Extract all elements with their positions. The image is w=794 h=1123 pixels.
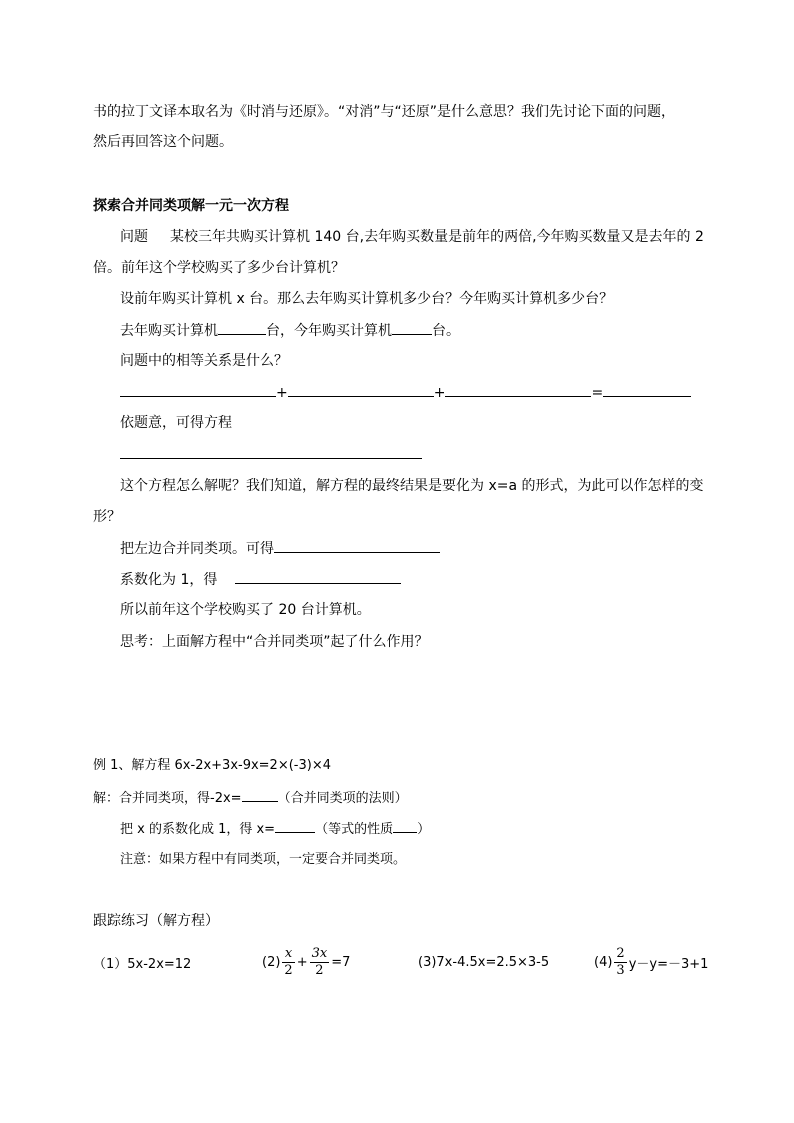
relation-blank-4[interactable] — [603, 382, 691, 397]
think-note — [120, 632, 429, 652]
example-step-c: ） — [417, 822, 431, 837]
exercise-2 — [262, 942, 350, 982]
problem-line-2: 倍。前年这个学校购买了多少台计算机？ — [93, 260, 345, 276]
question-4: 依题意，可得方程 — [120, 415, 232, 431]
section-title: 探索合并同类项解一元一次方程 — [93, 198, 289, 214]
question-3: 问题中的相等关系是什么？ — [120, 353, 288, 369]
coefficient-result-blank[interactable] — [235, 569, 401, 584]
solution-blank[interactable] — [242, 787, 278, 802]
step-combine-label: 把左边合并同类项。可得 — [120, 541, 274, 557]
relation-blank-2[interactable] — [288, 382, 434, 397]
question-2-part-c: 台。 — [432, 323, 460, 339]
exercise-4-rest: y－y=－3+1 — [628, 956, 709, 972]
example-note — [120, 850, 406, 870]
relation-blank-1[interactable] — [120, 382, 276, 397]
problem-label: 问题 — [120, 229, 148, 245]
fraction-x-over-2: $\frac{x}{2}$ — [284, 945, 293, 978]
equals-sign: = — [591, 385, 604, 401]
fraction-2-over-3: $\frac{2}{3}$ — [616, 945, 625, 978]
note-text: 如果方程中有同类项，一定要合并同类项。 — [159, 852, 407, 867]
x-value-blank[interactable] — [275, 818, 315, 833]
relation-row — [120, 382, 691, 403]
think-label: 思考： — [120, 634, 162, 650]
question-1: 设前年购买计算机 x 台。那么去年购买计算机多少台？今年购买计算机多少台？ — [120, 291, 614, 307]
plus-sign-1: + — [276, 385, 288, 401]
exercise-2-plus: + — [296, 954, 308, 970]
property-blank[interactable] — [393, 818, 417, 833]
exercise-1 — [93, 942, 191, 982]
solution-part-b: （合并同类项的法则） — [277, 791, 408, 806]
equation-blank[interactable] — [120, 444, 422, 459]
exercise-2-prefix: (2) — [262, 954, 281, 970]
example-step-a: 把 x 的系数化成 1，得 x= — [120, 822, 276, 837]
combine-result-blank[interactable] — [274, 538, 440, 553]
question-5-line-1: 这个方程怎么解呢？我们知道，解方程的最终结果是要化为 x=a 的形式，为此可以作怎样的变 — [120, 478, 704, 494]
question-5-line-2: 形？ — [93, 509, 121, 525]
step-coefficient-label: 系数化为 1，得 — [120, 572, 218, 588]
relation-blank-3[interactable] — [445, 382, 591, 397]
step-combine — [120, 538, 440, 559]
this-year-blank[interactable] — [392, 320, 432, 335]
last-year-blank[interactable] — [218, 320, 266, 335]
solution-part-a: 合并同类项，得-2x= — [119, 791, 242, 806]
solution-label: 解： — [93, 791, 120, 806]
example-title: 例 1、解方程 6x-2x+3x-9x=2×(-3)×4 — [93, 758, 331, 773]
question-2-part-b: 台，今年购买计算机 — [266, 323, 392, 339]
exercise-1-text: （1）5x-2x=12 — [93, 956, 192, 972]
step-coefficient — [120, 569, 401, 590]
conclusion: 所以前年这个学校购买了 20 台计算机。 — [120, 602, 371, 618]
problem-line-1 — [120, 227, 704, 247]
plus-sign-2: + — [433, 385, 446, 401]
note-label: 注意： — [120, 852, 160, 867]
question-2-part-a: 去年购买计算机 — [120, 323, 218, 339]
example-step — [120, 818, 430, 840]
exercise-4 — [594, 942, 708, 982]
exercise-2-rhs: =7 — [331, 954, 351, 970]
intro-line-1: 书的拉丁文译本取名为《时消与还原》。“对消”与“还原”是什么意思？我们先讨论下面的问题， — [93, 104, 676, 120]
think-text: 上面解方程中“合并同类项”起了什么作用？ — [162, 634, 429, 650]
equation-row — [120, 444, 422, 465]
intro-line-2: 然后再回答这个问题。 — [93, 134, 233, 150]
question-2 — [120, 320, 460, 341]
practice-title: 跟踪练习（解方程） — [93, 913, 219, 929]
exercise-4-prefix: (4) — [594, 954, 613, 970]
exercise-3-text: (3)7x-4.5x=2.5×3-5 — [418, 954, 550, 970]
example-step-b: （等式的性质 — [315, 822, 394, 837]
problem-text: 某校三年共购买计算机 140 台,去年购买数量是前年的两倍,今年购买数量又是去年的 2 — [170, 229, 704, 245]
example-solution — [93, 787, 408, 809]
fraction-3x-over-2: $\frac{3x}{2}$ — [311, 945, 328, 978]
exercise-3 — [418, 942, 549, 982]
